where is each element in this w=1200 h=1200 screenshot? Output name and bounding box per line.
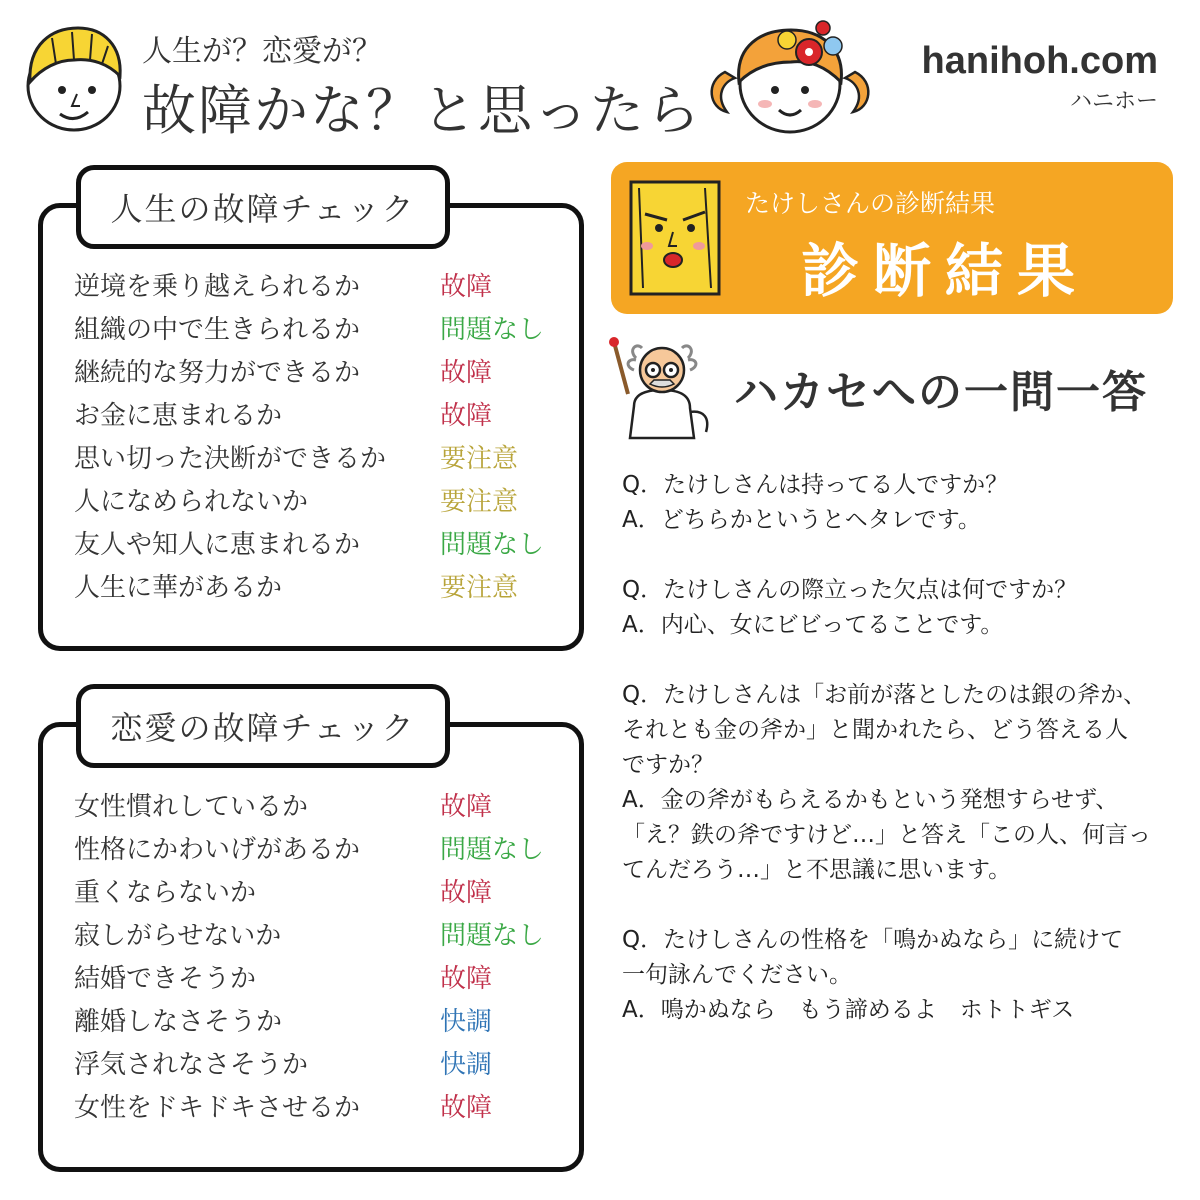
check-item-label: 女性をドキドキさせるか — [74, 1093, 361, 1123]
check-item-status: 故障 — [440, 358, 493, 388]
qa-line: ですか？ — [622, 752, 714, 778]
check-item-label: 浮気されなさそうか — [74, 1050, 309, 1080]
check-item-status: 問題なし — [440, 835, 545, 865]
life-check-title: 人生の故障チェック — [76, 165, 450, 249]
check-item-label: 人生に華があるか — [74, 573, 283, 603]
check-item-status: 快調 — [440, 1007, 493, 1037]
check-item-status: 故障 — [440, 964, 493, 994]
qa-line: A．どちらかというとヘタレです。 — [622, 507, 981, 533]
check-item-status: 故障 — [440, 272, 493, 302]
qa-block — [622, 678, 1182, 888]
check-item-label: 寂しがらせないか — [74, 921, 282, 951]
check-item-label: 離婚しなさそうか — [74, 1007, 283, 1037]
result-character-icon — [625, 176, 725, 300]
check-item-label: 人になめられないか — [74, 487, 309, 517]
qa-line: 「え？鉄の斧ですけど…」と答え「この人、何言っ — [622, 822, 1151, 848]
site-name[interactable]: hanihoh.com — [921, 40, 1158, 82]
result-subtitle: たけしさんの診断結果 — [745, 189, 996, 218]
check-item-status: 故障 — [440, 792, 493, 822]
page-title: 故障かな？と思ったら — [142, 79, 702, 142]
qa-line: Q．たけしさんの性格を「鳴かぬなら」に続けて — [622, 927, 1124, 953]
header-subtitle: 人生が？恋愛が？ — [142, 34, 382, 69]
qa-line: Q．たけしさんは「お前が落としたのは銀の斧か、 — [622, 682, 1147, 708]
check-item-label: 継続的な努力ができるか — [74, 358, 361, 388]
check-item-status: 要注意 — [440, 487, 519, 517]
check-item-status: 快調 — [440, 1050, 493, 1080]
qa-line: Q．たけしさんの際立った欠点は何ですか？ — [622, 577, 1078, 603]
qa-line: A．鳴かぬなら もう諦めるよ ホトトギス — [622, 997, 1075, 1023]
qa-line: A．金の斧がもらえるかもという発想すらせず、 — [622, 787, 1119, 813]
check-item-label: 女性慣れしているか — [74, 792, 309, 822]
result-banner — [611, 162, 1173, 314]
qa-section — [622, 468, 1182, 1063]
check-item-status: 問題なし — [440, 921, 545, 951]
check-item-label: お金に恵まれるか — [74, 401, 283, 431]
love-check-title: 恋愛の故障チェック — [76, 684, 450, 768]
girl-mascot-icon — [705, 12, 875, 136]
qa-line: Q．たけしさんは持ってる人ですか？ — [622, 472, 1009, 498]
qa-line: てんだろう…」と不思議に思います。 — [622, 857, 1012, 883]
check-item-status: 故障 — [440, 1093, 493, 1123]
check-item-label: 結婚できそうか — [74, 964, 257, 994]
check-item-status: 問題なし — [440, 315, 545, 345]
check-item-label: 重くならないか — [74, 878, 257, 908]
check-item-status: 問題なし — [440, 530, 545, 560]
qa-line: A．内心、女にビビってることです。 — [622, 612, 1004, 638]
boy-mascot-icon — [22, 24, 126, 134]
qa-block — [622, 923, 1182, 1028]
professor-icon — [606, 336, 718, 440]
result-title: 診断結果 — [801, 237, 1090, 305]
check-item-status: 故障 — [440, 401, 493, 431]
qa-block — [622, 573, 1182, 643]
qa-line: 一句詠んでください。 — [622, 962, 852, 988]
check-item-label: 性格にかわいげがあるか — [74, 835, 361, 865]
check-item-status: 要注意 — [440, 573, 519, 603]
qa-block — [622, 468, 1182, 538]
qa-heading: ハカセへの一問一答 — [734, 367, 1148, 418]
check-item-label: 組織の中で生きられるか — [74, 315, 361, 345]
site-name-kana: ハニホー — [1069, 89, 1158, 114]
check-item-label: 友人や知人に恵まれるか — [74, 530, 361, 560]
check-item-status: 故障 — [440, 878, 493, 908]
qa-line: それとも金の斧か」と聞かれたら、どう答える人 — [622, 717, 1128, 743]
check-item-status: 要注意 — [440, 444, 519, 474]
check-item-label: 逆境を乗り越えられるか — [74, 272, 361, 302]
check-item-label: 思い切った決断ができるか — [74, 444, 387, 474]
